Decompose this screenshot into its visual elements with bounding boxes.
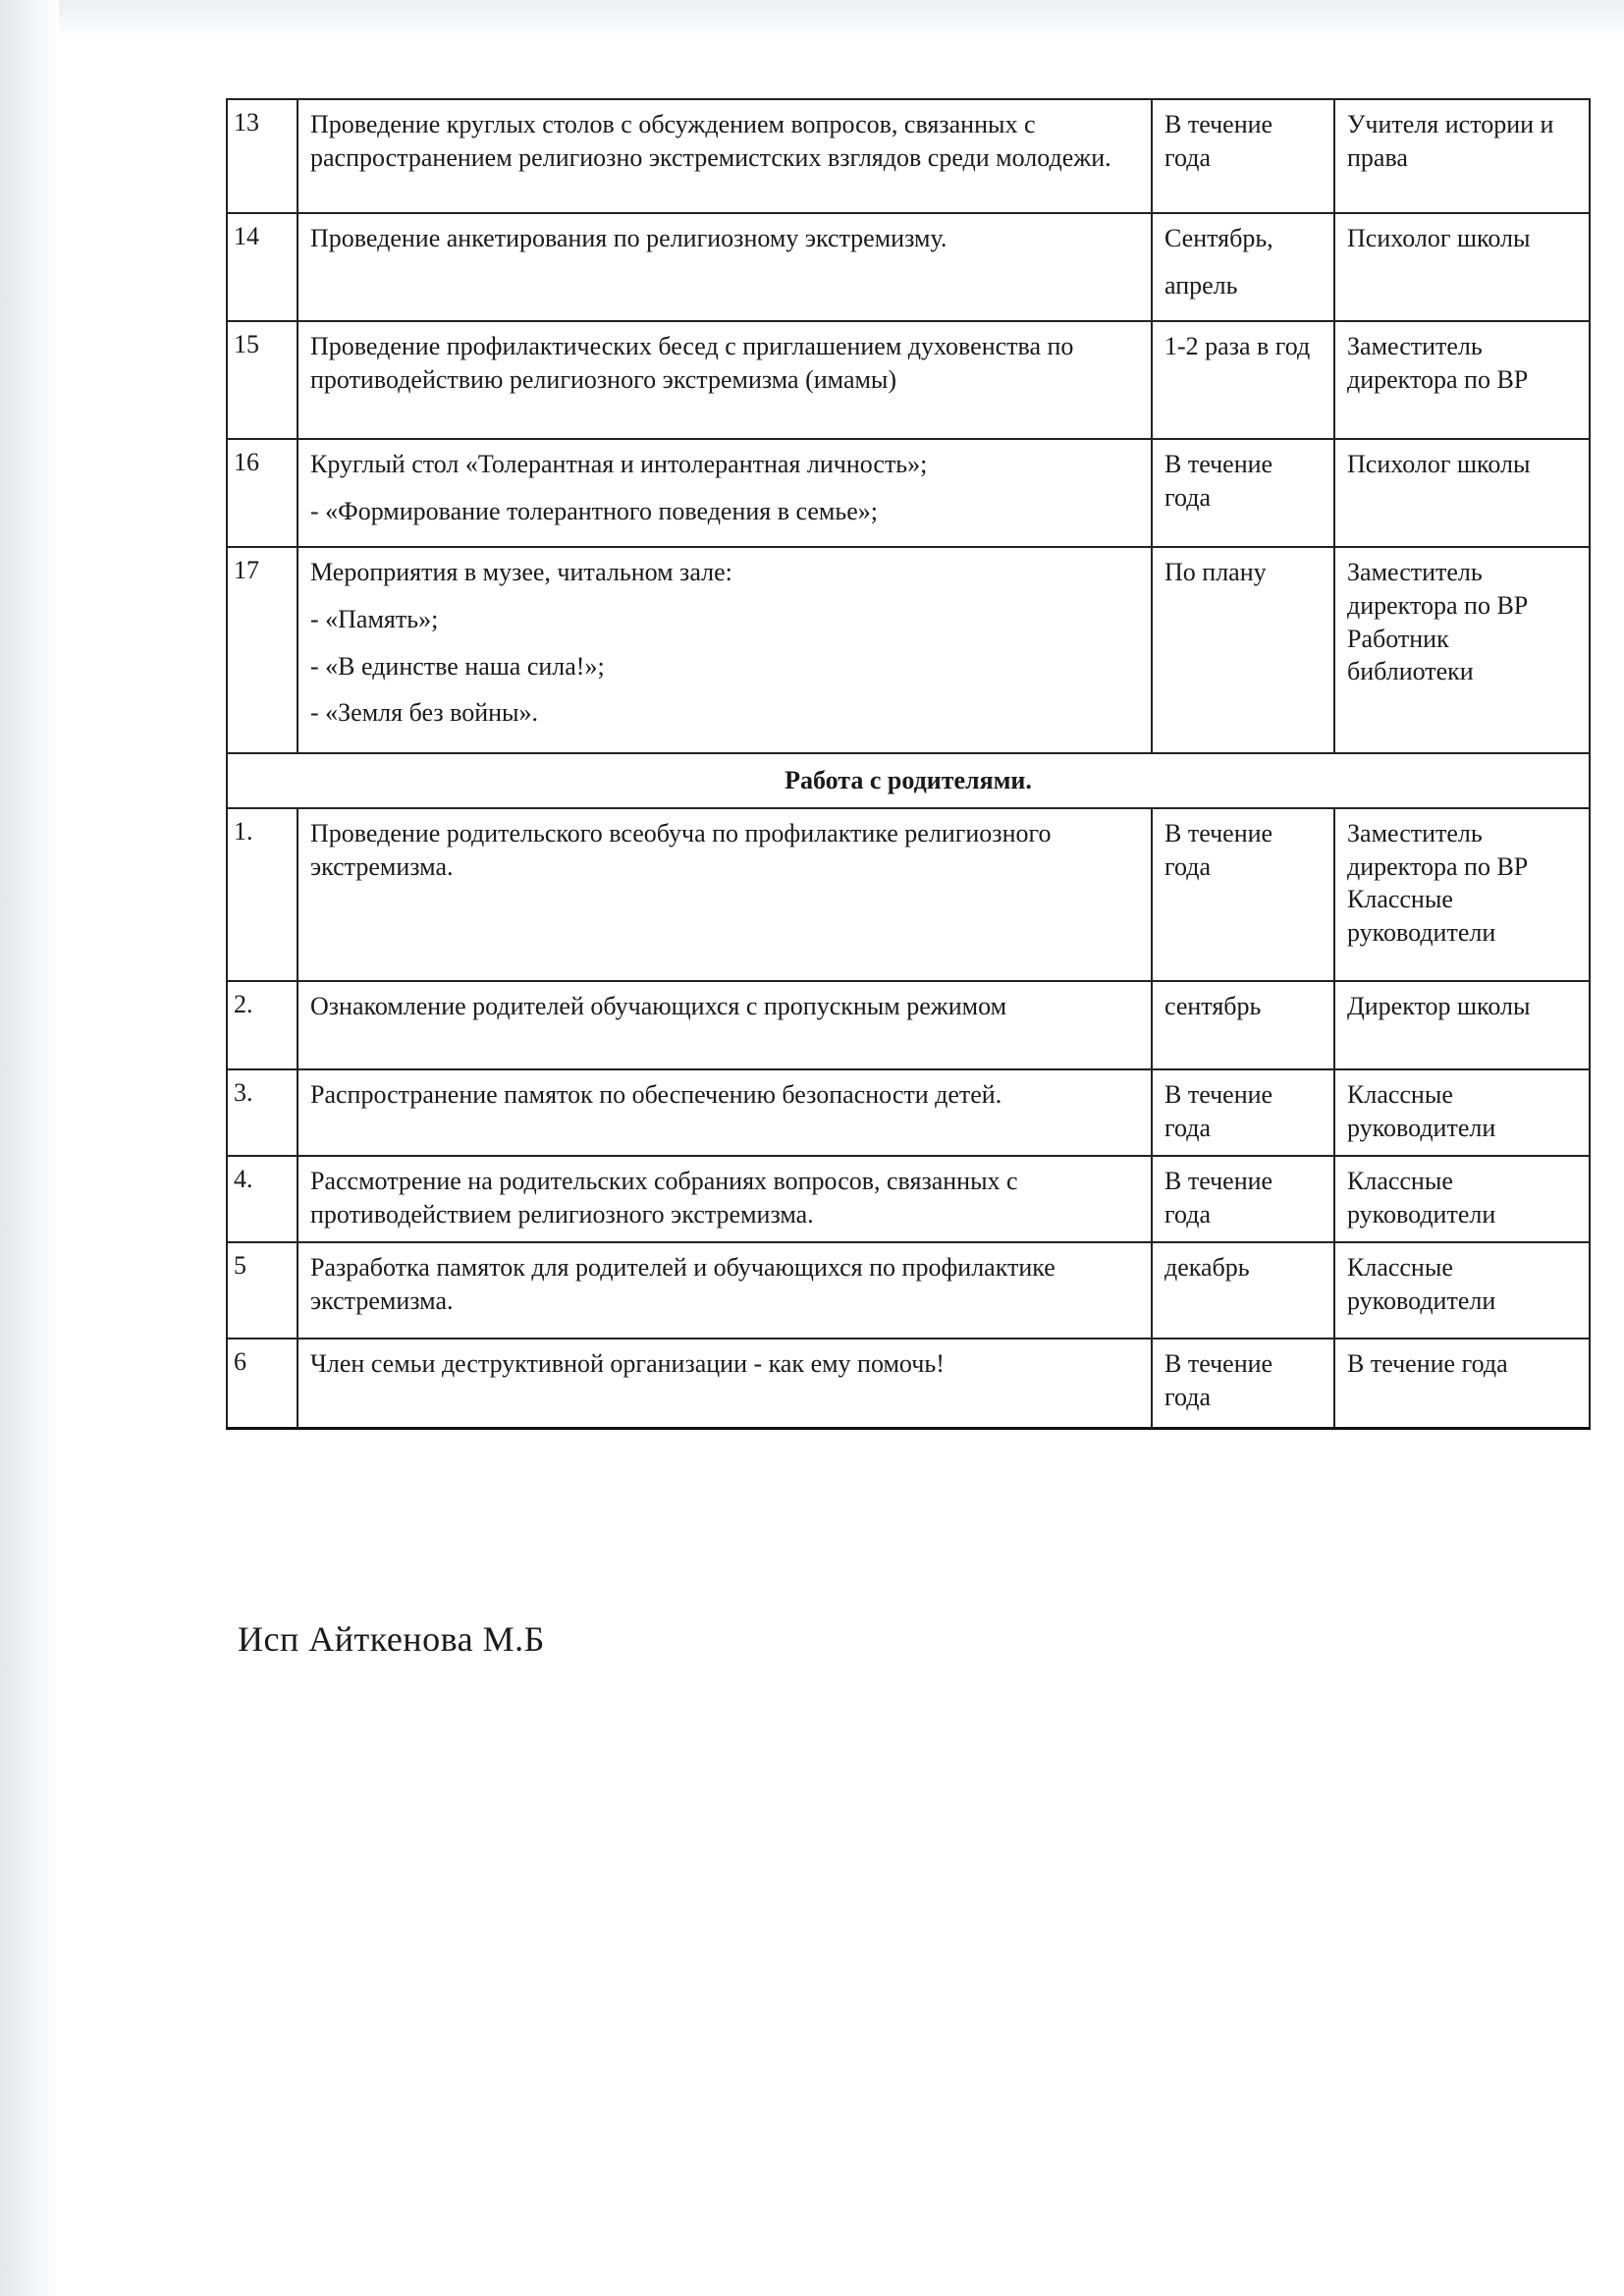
term-cell <box>1152 1242 1334 1339</box>
event-line: - «Формирование толерантного поведения в семье»; <box>310 496 878 525</box>
row-number: 14 <box>227 213 298 321</box>
event-line: Круглый стол «Толерантная и интолерантная личность»; <box>310 450 928 478</box>
responsible-cell <box>1334 1156 1590 1242</box>
event-cell <box>298 1069 1152 1156</box>
event-cell <box>298 1242 1152 1339</box>
responsible-cell <box>1334 1339 1590 1429</box>
event-cell <box>298 321 1152 439</box>
scan-shadow-top <box>0 0 1624 39</box>
responsible-line: Психолог школы <box>1347 224 1531 252</box>
row-number: 17 <box>227 547 298 753</box>
event-cell <box>298 213 1152 321</box>
term-line: сентябрь <box>1164 991 1262 1020</box>
term-line: В течение года <box>1164 818 1273 881</box>
term-line: В течение года <box>1164 1079 1273 1142</box>
section-title: Работа с родителями. <box>227 753 1590 808</box>
term-line: В течение года <box>1164 1166 1273 1229</box>
event-line: Разработка памяток для родителей и обучающихся по профилактике экстремизма. <box>310 1252 1056 1315</box>
table-row <box>227 213 1590 321</box>
term-cell <box>1152 321 1334 439</box>
event-line: - «Земля без войны». <box>310 698 539 728</box>
responsible-cell <box>1334 213 1590 321</box>
row-number: 13 <box>227 99 298 213</box>
table-row <box>227 1242 1590 1339</box>
event-line: - «В единстве наша сила!»; <box>310 651 605 681</box>
row-number: 2. <box>227 981 298 1069</box>
term-cell <box>1152 213 1334 321</box>
event-line: Проведение анкетирования по религиозному экстремизму. <box>310 224 947 252</box>
signature-text: Исп Айткенова М.Б <box>238 1619 545 1659</box>
responsible-line: Директор школы <box>1347 991 1531 1020</box>
responsible-line: Учителя истории и права <box>1347 110 1554 172</box>
row-number: 6 <box>227 1339 298 1429</box>
table-row <box>227 1069 1590 1156</box>
responsible-line: Заместитель директора по ВР <box>1347 332 1529 394</box>
event-cell <box>298 981 1152 1069</box>
events-table <box>226 98 1591 1430</box>
event-line: - «Память»; <box>310 604 439 633</box>
term-line: В течение года <box>1164 450 1273 512</box>
table-row <box>227 547 1590 753</box>
event-line: Проведение родительского всеобуча по профилактике религиозного экстремизма. <box>310 818 1052 881</box>
responsible-line: Работник библиотеки <box>1347 624 1474 686</box>
responsible-cell <box>1334 1069 1590 1156</box>
event-cell <box>298 1156 1152 1242</box>
responsible-cell <box>1334 981 1590 1069</box>
event-cell <box>298 808 1152 981</box>
responsible-cell <box>1334 547 1590 753</box>
responsible-cell <box>1334 99 1590 213</box>
event-line: Проведение круглых столов с обсуждением вопросов, связанных с распространением религиозно экстремистских взглядов среди молодежи. <box>310 110 1111 172</box>
event-line: Рассмотрение на родительских собраниях вопросов, связанных с противодействием религиозного экстремизма. <box>310 1166 1018 1229</box>
term-line: По плану <box>1164 558 1267 586</box>
event-line: Проведение профилактических бесед с приглашением духовенства по противодействию религиозного экстремизма (имамы) <box>310 332 1074 394</box>
table-row <box>227 99 1590 213</box>
event-cell <box>298 1339 1152 1429</box>
responsible-line: Психолог школы <box>1347 450 1531 478</box>
table-row <box>227 808 1590 981</box>
event-line: Мероприятия в музее, читальном зале: <box>310 558 732 586</box>
term-cell <box>1152 1156 1334 1242</box>
event-line: Член семьи деструктивной организации - как ему помочь! <box>310 1348 945 1378</box>
table-row <box>227 1339 1590 1429</box>
events-table-body <box>227 99 1590 753</box>
term-cell <box>1152 808 1334 981</box>
responsible-line: Заместитель директора по ВР <box>1347 558 1529 620</box>
responsible-cell <box>1334 808 1590 981</box>
term-line: В течение года <box>1164 110 1273 172</box>
term-cell <box>1152 99 1334 213</box>
term-cell <box>1152 1339 1334 1429</box>
scan-shadow-left <box>0 0 59 2296</box>
term-cell <box>1152 981 1334 1069</box>
responsible-line: В течение года <box>1347 1348 1508 1378</box>
table-row <box>227 321 1590 439</box>
responsible-line: Заместитель директора по ВР <box>1347 818 1529 881</box>
term-line: апрель <box>1164 270 1238 300</box>
row-number: 16 <box>227 439 298 547</box>
table-row <box>227 439 1590 547</box>
term-cell <box>1152 439 1334 547</box>
term-cell <box>1152 547 1334 753</box>
responsible-line: Классные руководители <box>1347 1252 1496 1315</box>
row-number: 15 <box>227 321 298 439</box>
responsible-cell <box>1334 1242 1590 1339</box>
responsible-line: Классные руководители <box>1347 885 1496 948</box>
event-line: Распространение памяток по обеспечению безопасности детей. <box>310 1079 1002 1109</box>
row-number: 5 <box>227 1242 298 1339</box>
row-number: 4. <box>227 1156 298 1242</box>
section-header-row <box>227 753 1590 808</box>
table-row <box>227 1156 1590 1242</box>
row-number: 3. <box>227 1069 298 1156</box>
row-number: 1. <box>227 808 298 981</box>
responsible-line: Классные руководители <box>1347 1079 1496 1142</box>
responsible-cell <box>1334 321 1590 439</box>
parents-table-body <box>227 808 1590 1429</box>
responsible-cell <box>1334 439 1590 547</box>
term-line: В течение года <box>1164 1348 1273 1411</box>
term-line: 1-2 раза в год <box>1164 332 1311 360</box>
responsible-line: Классные руководители <box>1347 1166 1496 1229</box>
event-line: Ознакомление родителей обучающихся с пропускным режимом <box>310 991 1007 1020</box>
event-cell <box>298 99 1152 213</box>
event-cell <box>298 547 1152 753</box>
term-cell <box>1152 1069 1334 1156</box>
term-line: декабрь <box>1164 1252 1250 1282</box>
table-row <box>227 981 1590 1069</box>
event-cell <box>298 439 1152 547</box>
term-line: Сентябрь, <box>1164 224 1273 252</box>
section-header-group <box>227 753 1590 808</box>
